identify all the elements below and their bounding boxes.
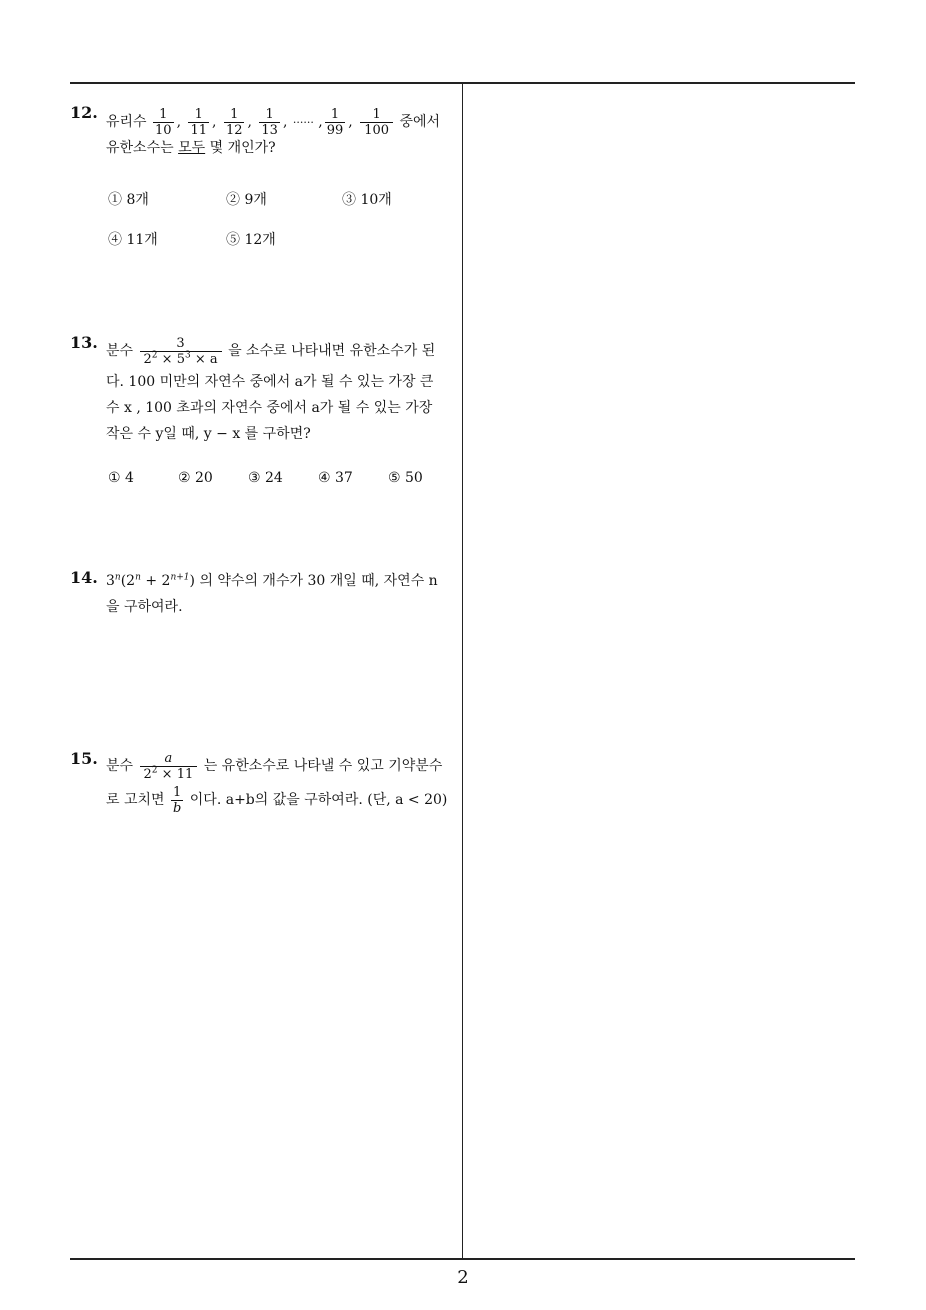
choice-4[interactable]: ④ 11개 — [108, 232, 158, 248]
choice-5[interactable]: ⑤ 50 — [388, 470, 423, 486]
problem-text: 분수 $\frac{3}{2^2 \times 5^3 \times a}$ 을 소수로 나타내면 유한소수가 된 다. 100 미만의 자연수 중에서 a가 될 수 있는 가장 큰 수 x , 100 초과의 자연수 중에서 a가 될 수 있는 가장 작은 수 y일 때, y − x 를 구하면? — [106, 335, 436, 442]
choice-3[interactable]: ③ 24 — [248, 470, 283, 486]
problem-number: 15. — [70, 749, 98, 768]
fraction: $\frac{1}{99}$ — [326, 106, 344, 138]
choice-3[interactable]: ③ 10개 — [342, 192, 392, 208]
problem-number: 12. — [70, 103, 98, 122]
math-expression: $3^n(2^n + 2^{n+1})$ — [106, 572, 195, 589]
fraction: $\frac{1}{10}$ — [155, 106, 172, 138]
fraction: $\frac{1}{b}$ — [173, 784, 182, 816]
page-number: 2 — [457, 1267, 469, 1288]
fraction: $\frac{3}{2^2 \times 5^3 \times a}$ — [140, 336, 222, 367]
choice-4[interactable]: ④ 37 — [318, 470, 353, 486]
underlined-word: 모두 — [178, 140, 206, 156]
choice-2[interactable]: ② 9개 — [226, 192, 267, 208]
fraction: $\frac{1}{11}$ — [190, 106, 208, 138]
problem-text: 유리수 $\frac{1}{10}$ , $\frac{1}{11}$ , $\frac{1}{12}$ , $\frac{1}{13}$ , ······ , $\frac{1}{99}$ , $\frac{1}{100}$ 중에서 유한소수는 모두 몇 개인가? — [106, 106, 441, 156]
fraction: $\frac{a}{2^2 \times 11}$ — [140, 751, 198, 782]
problem-number: 13. — [70, 333, 98, 352]
problem-number: 14. — [70, 568, 98, 587]
fraction: $\frac{1}{12}$ — [225, 106, 243, 138]
choice-1[interactable]: ① 8개 — [108, 192, 149, 208]
choice-5[interactable]: ⑤ 12개 — [226, 232, 276, 248]
column-divider — [462, 83, 463, 1259]
choice-1[interactable]: ① 4 — [108, 470, 134, 486]
fraction: $\frac{1}{13}$ — [261, 106, 278, 138]
fraction: $\frac{1}{100}$ — [360, 107, 393, 138]
problem-text: $3^n(2^n + 2^{n+1})$ 의 약수의 개수가 30 개일 때, 자연수 n 을 구하여라. — [106, 572, 438, 615]
choice-2[interactable]: ② 20 — [178, 470, 213, 486]
problem-text: 분수 $\frac{a}{2^2 \times 11}$ 는 유한소수로 나타낼 수 있고 기약분수 로 고치면 $\frac{1}{b}$ 이다. a+b의 값을 구하여라. (단, a < 20) — [106, 750, 448, 816]
bottom-rule — [70, 1258, 855, 1260]
